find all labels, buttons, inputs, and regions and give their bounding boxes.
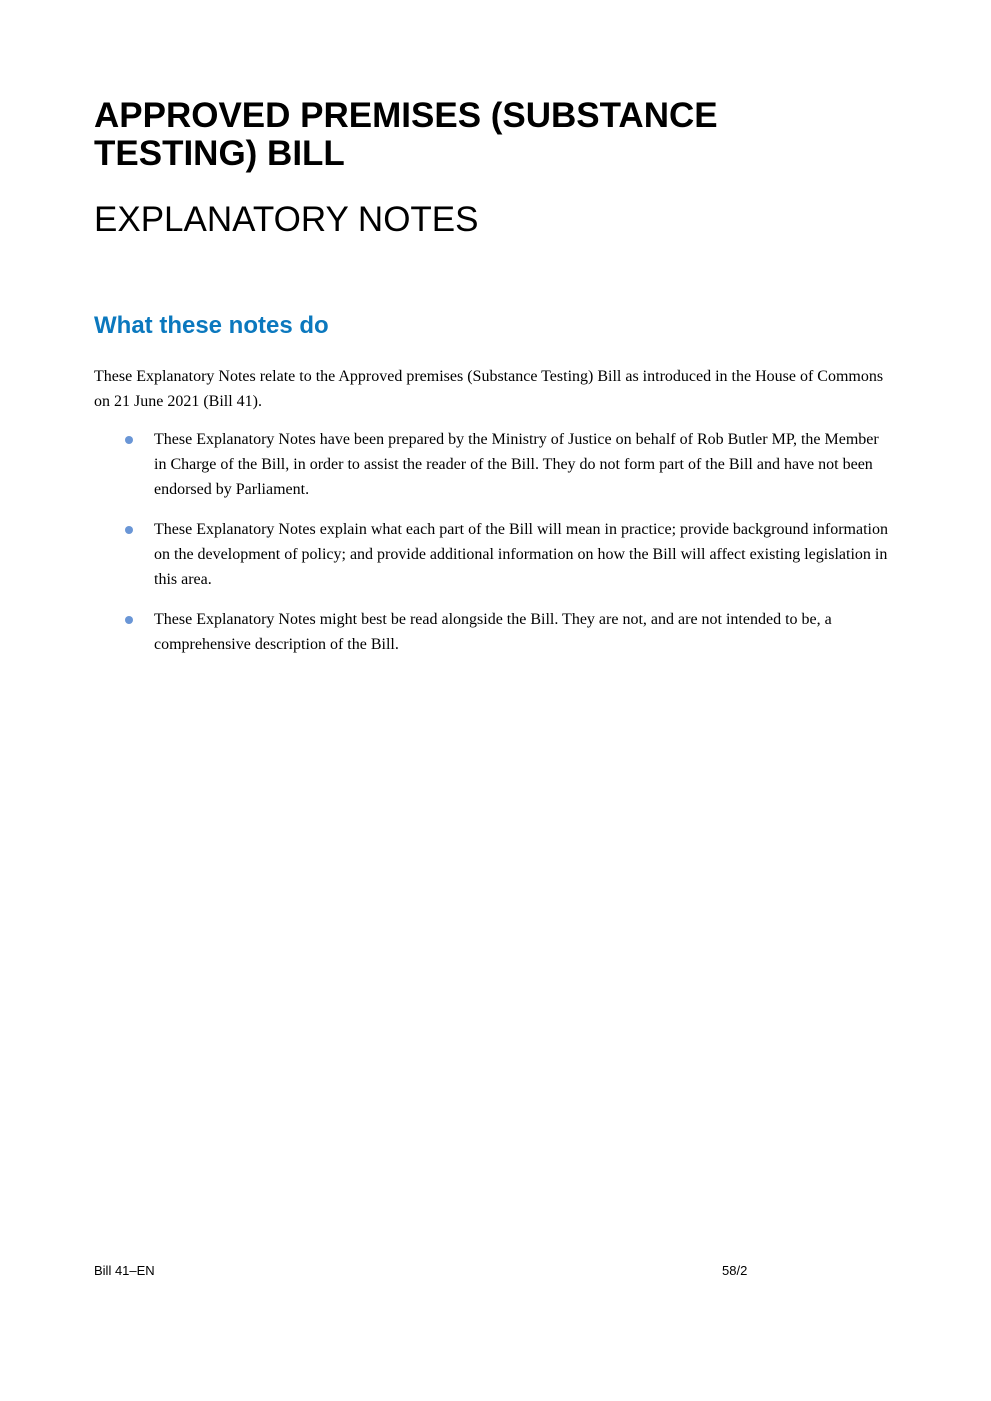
bullet-dot-icon: [125, 526, 133, 534]
bullet-item: [0, 517, 894, 592]
document-title: APPROVED PREMISES (SUBSTANCE TESTING) BILL: [94, 96, 718, 173]
section-heading: What these notes do: [94, 312, 329, 339]
document-subtitle: EXPLANATORY NOTES: [94, 200, 479, 239]
bullet-text: These Explanatory Notes might best be read alongside the Bill. They are not, and are not intended to be, a comprehensive description of the Bill.: [154, 611, 832, 653]
bullet-dot-icon: [125, 616, 133, 624]
bullet-list: [0, 427, 991, 672]
bullet-text: These Explanatory Notes explain what each part of the Bill will mean in practice; provide background information on the development of policy; and provide additional information on how the Bill will affect existing legislation in this area.: [154, 521, 888, 588]
bullet-item: [0, 607, 894, 657]
bullet-item: [0, 427, 894, 502]
bullet-dot-icon: [125, 436, 133, 444]
footer-page-reference: 58/2: [722, 1263, 748, 1278]
footer-bill-reference: Bill 41–EN: [94, 1263, 155, 1278]
bullet-text: These Explanatory Notes have been prepared by the Ministry of Justice on behalf of Rob Butler MP, the Member in Charge of the Bill, in order to assist the reader of the Bill. They do not form part of the Bill and have not been endorsed by Parliament.: [154, 431, 879, 498]
intro-paragraph: These Explanatory Notes relate to the Approved premises (Substance Testing) Bill as introduced in the House of Commons on 21 June 2021 (Bill 41).: [94, 368, 884, 410]
